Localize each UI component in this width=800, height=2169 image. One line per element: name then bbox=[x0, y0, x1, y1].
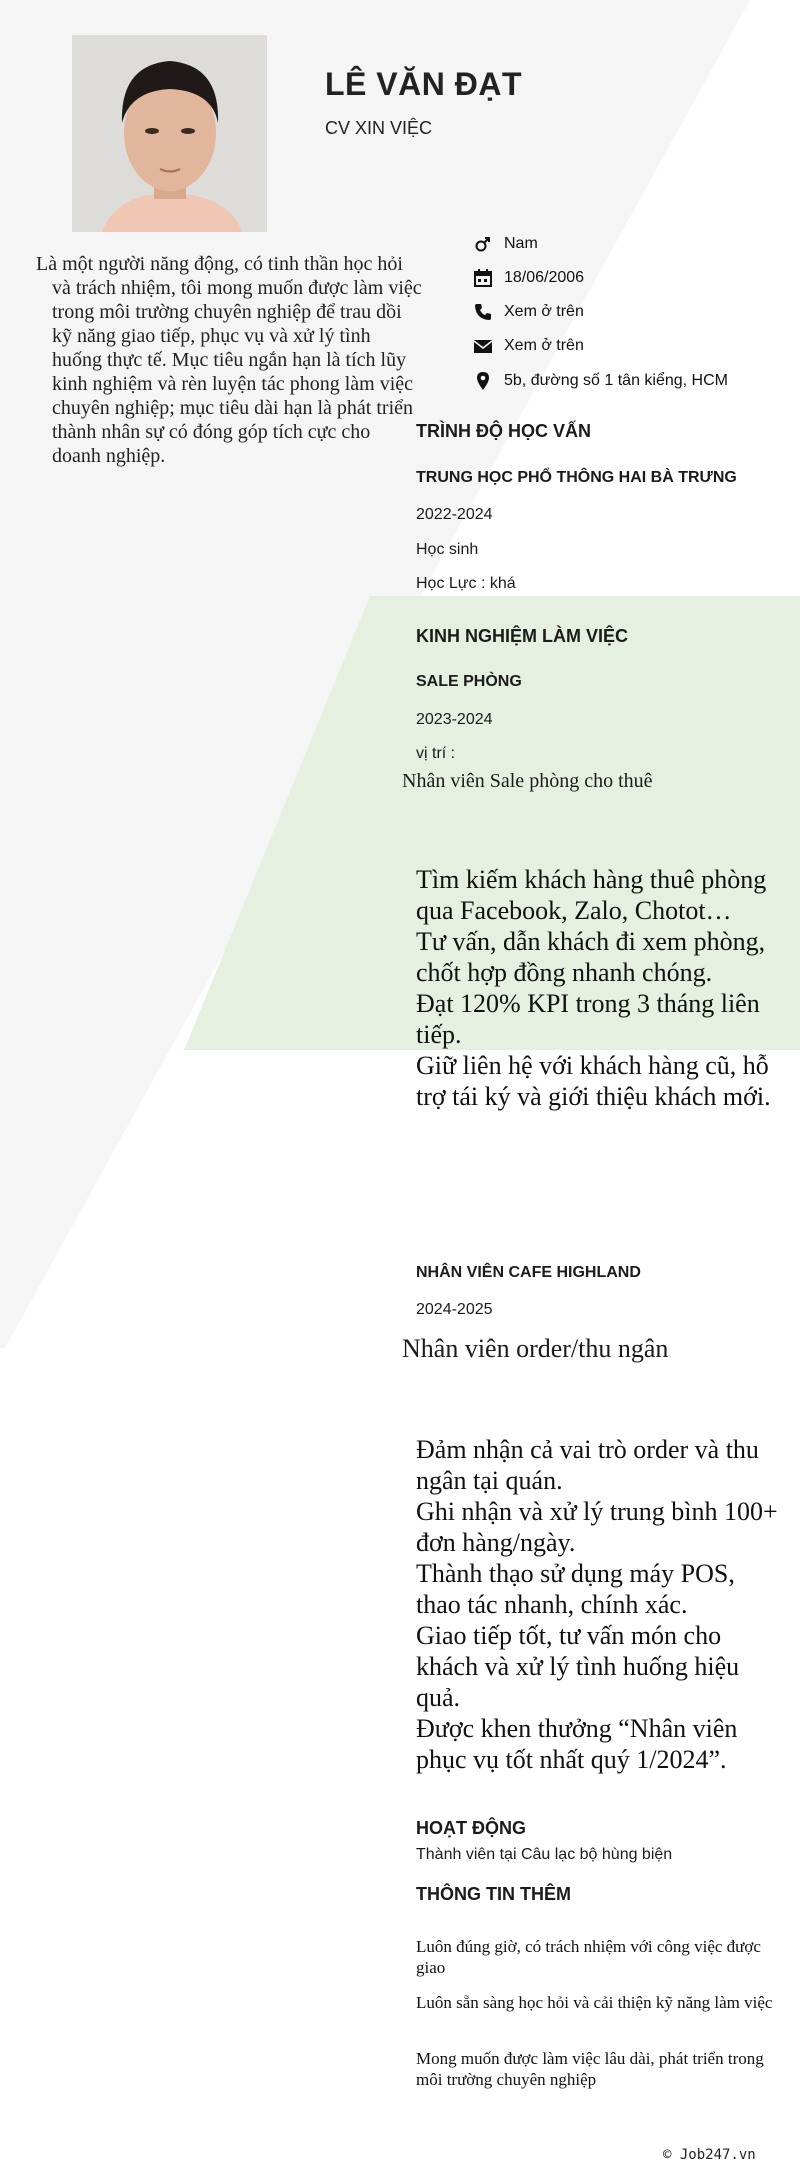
gender-value: Nam bbox=[504, 235, 538, 252]
education-period: 2022-2024 bbox=[416, 506, 493, 523]
additional-info-title: THÔNG TIN THÊM bbox=[416, 1884, 571, 1904]
location-icon bbox=[472, 370, 494, 392]
education-grade: Học Lực : khá bbox=[416, 575, 516, 592]
contact-email bbox=[472, 334, 584, 358]
job-2-period: 2024-2025 bbox=[416, 1301, 493, 1318]
education-school: TRUNG HỌC PHỔ THÔNG HAI BÀ TRƯNG bbox=[416, 469, 737, 486]
activities-title: HOẠT ĐỘNG bbox=[416, 1818, 526, 1838]
email-value: Xem ở trên bbox=[504, 337, 584, 354]
job-2-role: Nhân viên order/thu ngân bbox=[402, 1334, 669, 1363]
career-summary: Là một người năng động, có tinh thần học hỏi và trách nhiệm, tôi mong muốn được làm việc trong môi trường chuyên nghiệp để trau dồi kỹ năng giao tiếp, phục vụ và xử lý tình huống thực tế. Mục tiêu ngắn hạn là tích lũy kinh nghiệm và rèn luyện tác phong làm việc chuyên nghiệp; mục tiêu dài hạn là phát triển thành nhân sự có đóng góp tích cực cho doanh nghiệp. bbox=[36, 253, 422, 467]
experience-title: KINH NGHIỆM LÀM VIỆC bbox=[416, 626, 629, 646]
job-2-duty: Ghi nhận và xử lý trung bình 100+ đơn hàng/ngày. bbox=[416, 1497, 778, 1557]
contact-address bbox=[472, 369, 728, 393]
job-1-position-label: vị trí : bbox=[416, 745, 456, 762]
additional-item: Mong muốn được làm việc lâu dài, phát triển trong môi trường chuyên nghiệp bbox=[416, 2049, 764, 2089]
job-2-company: NHÂN VIÊN CAFE HIGHLAND bbox=[416, 1264, 641, 1281]
birthday-value: 18/06/2006 bbox=[504, 269, 585, 286]
job-1-company: SALE PHÒNG bbox=[416, 673, 522, 690]
job-1-duty: Tìm kiếm khách hàng thuê phòng qua Facebook, Zalo, Chotot… bbox=[416, 865, 767, 925]
candidate-name: LÊ VĂN ĐẠT bbox=[325, 66, 522, 102]
job-2-duty: Được khen thưởng “Nhân viên phục vụ tốt nhất quý 1/2024”. bbox=[416, 1714, 738, 1774]
email-icon bbox=[472, 335, 494, 357]
address-value: 5b, đường số 1 tân kiểng, HCM bbox=[504, 372, 728, 389]
job-2-duty: Đảm nhận cả vai trò order và thu ngân tại quán. bbox=[416, 1435, 759, 1495]
contact-phone bbox=[472, 300, 584, 324]
additional-item: Luôn sẵn sàng học hỏi và cải thiện kỹ năng làm việc bbox=[416, 1993, 773, 2012]
job-1-duty: Tư vấn, dẫn khách đi xem phòng, chốt hợp đồng nhanh chóng. bbox=[416, 927, 766, 987]
contact-birthday bbox=[472, 266, 584, 290]
job-2-duties bbox=[416, 1434, 778, 1775]
job-2-duty: Giao tiếp tốt, tư vấn món cho khách và xử lý tình huống hiệu quả. bbox=[416, 1621, 740, 1712]
job-1-duty: Giữ liên hệ với khách hàng cũ, hỗ trợ tái ký và giới thiệu khách mới. bbox=[416, 1051, 771, 1111]
job-2-duty: Thành thạo sử dụng máy POS, thao tác nhanh, chính xác. bbox=[416, 1559, 735, 1619]
job-1-duties bbox=[416, 864, 778, 1112]
job-1-role: Nhân viên Sale phòng cho thuê bbox=[402, 770, 653, 792]
activity-item: Thành viên tại Câu lạc bộ hùng biện bbox=[416, 1846, 673, 1863]
contact-gender bbox=[472, 232, 538, 256]
footer-watermark: © Job247.vn bbox=[663, 2147, 756, 2163]
education-major: Học sinh bbox=[416, 541, 479, 558]
phone-icon bbox=[472, 301, 494, 323]
gender-icon bbox=[472, 233, 494, 255]
profile-photo bbox=[72, 35, 267, 232]
education-title: TRÌNH ĐỘ HỌC VẤN bbox=[416, 421, 591, 441]
job-1-period: 2023-2024 bbox=[416, 711, 493, 728]
additional-item: Luôn đúng giờ, có trách nhiệm với công việc được giao bbox=[416, 1937, 761, 1977]
job-1-duty: Đạt 120% KPI trong 3 tháng liên tiếp. bbox=[416, 989, 760, 1049]
calendar-icon bbox=[472, 267, 494, 289]
phone-value: Xem ở trên bbox=[504, 303, 584, 320]
cv-subtitle: CV XIN VIỆC bbox=[325, 118, 433, 138]
